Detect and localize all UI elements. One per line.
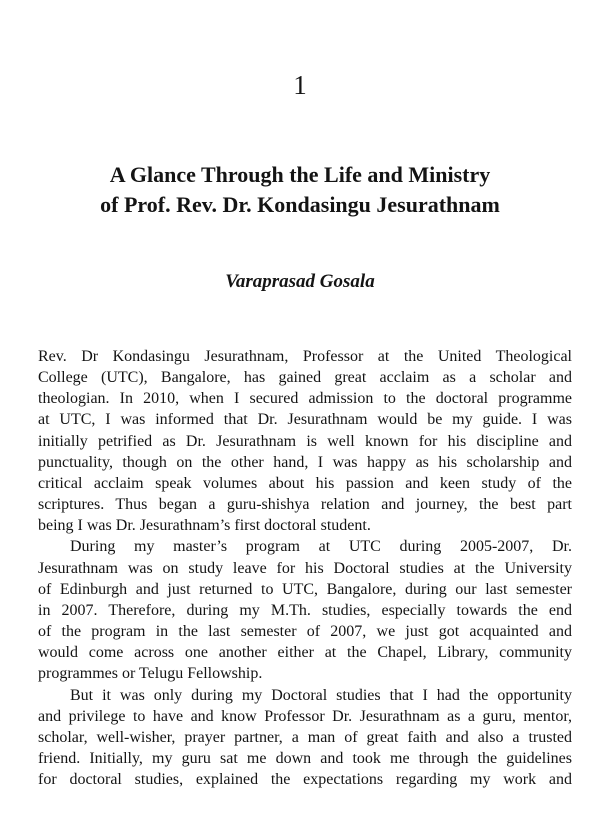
text-line: During my master’s program at UTC during 2005-2007, Dr.	[70, 538, 572, 556]
chapter-title	[0, 160, 600, 220]
body-text	[38, 346, 572, 790]
text-line: for doctoral studies, explained the expectations regarding my work and	[38, 771, 572, 789]
text-line: of Edinburgh and just returned to UTC, Bangalore, during our last semester	[38, 580, 572, 598]
text-line: scriptures. Thus began a guru-shishya relation and journey, the best part	[38, 496, 572, 514]
chapter-title-line: of Prof. Rev. Dr. Kondasingu Jesurathnam	[100, 192, 500, 217]
text-line: of the program in the last semester of 2007, we just got acquainted and	[38, 623, 572, 641]
text-line: initially petrified as Dr. Jesurathnam is well known for his discipline and	[38, 432, 572, 450]
text-line: But it was only during my Doctoral studies that I had the opportunity	[70, 686, 572, 704]
text-line: punctuality, though on the other hand, I was happy as his scholarship and	[38, 453, 572, 471]
text-line: critical acclaim speak volumes about his passion and keen study of the	[38, 474, 572, 492]
text-line: College (UTC), Bangalore, has gained great acclaim as a scholar and	[38, 369, 572, 387]
text-line: Rev. Dr Kondasingu Jesurathnam, Professor at the United Theological	[38, 348, 572, 365]
paragraph	[38, 346, 572, 536]
author-name: Varaprasad Gosala	[225, 271, 375, 292]
paragraph	[38, 536, 572, 684]
chapter-title-line: A Glance Through the Life and Ministry	[109, 162, 491, 187]
text-line: would come across one another either at the Chapel, Library, community	[38, 644, 572, 662]
text-line: friend. Initially, my guru sat me down and took me through the guidelines	[38, 749, 572, 767]
paragraph	[38, 685, 572, 791]
text-line: being I was Dr. Jesurathnam’s first doctoral student.	[38, 517, 371, 535]
text-line: scholar, well-wisher, prayer partner, a man of great faith and also a trusted	[38, 728, 572, 746]
text-line: in 2007. Therefore, during my M.Th. studies, especially towards the end	[38, 601, 572, 619]
text-line: Jesurathnam was on study leave for his Doctoral studies at the University	[38, 559, 572, 577]
text-line: programmes or Telugu Fellowship.	[38, 665, 263, 683]
text-line: at UTC, I was informed that Dr. Jesurathnam would be my guide. I was	[38, 411, 572, 429]
text-line: theologian. In 2010, when I secured admission to the doctoral programme	[38, 390, 572, 408]
text-line: and privilege to have and know Professor Dr. Jesurathnam as a guru, mentor,	[38, 707, 572, 725]
chapter-number: 1	[293, 70, 307, 100]
